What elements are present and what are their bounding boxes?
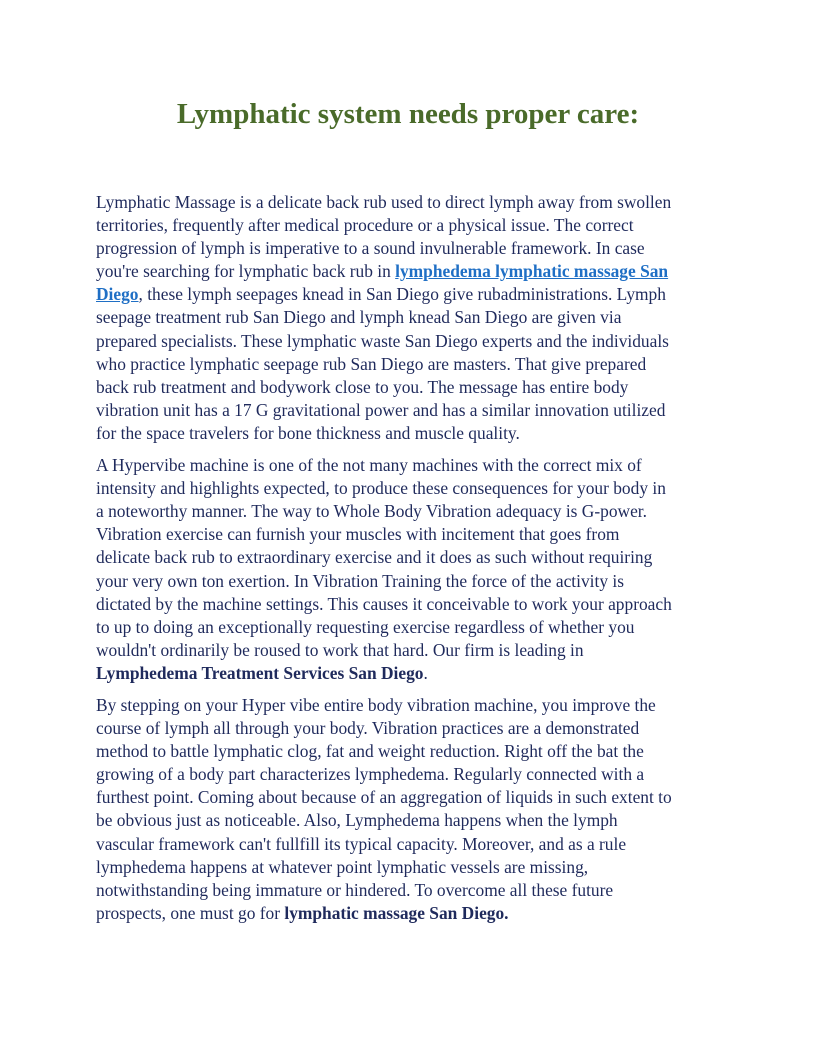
text-line: vascular framework can't fullfill its typical capacity. Moreover, and as a rule (96, 833, 627, 854)
document-body (96, 191, 720, 934)
text-line: course of lymph all through your body. Vibration practices are a demonstrated (96, 718, 640, 739)
text-line: intensity and highlights expected, to produce these consequences for your body in (96, 478, 666, 499)
page-title: Lymphatic system needs proper care: (176, 98, 640, 130)
text-line: Vibration exercise can furnish your muscles with incitement that goes from (96, 524, 620, 545)
text-line: Lymphedema Treatment Services San Diego. (96, 662, 428, 683)
text-line: lymphedema happens at whatever point lymphatic vessels are missing, (96, 856, 589, 877)
text-line: prepared specialists. These lymphatic waste San Diego experts and the individuals (96, 330, 669, 351)
text-line: be obvious just as noticeable. Also, Lymphedema happens when the lymph (96, 810, 618, 831)
lymphedema-massage-link-continued[interactable]: Diego (96, 284, 139, 305)
text-line: progression of lymph is imperative to a sound invulnerable framework. In case (96, 238, 645, 259)
text-line: vibration unit has a 17 G gravitational power and has a similar innovation utilized (96, 399, 666, 420)
text-line: you're searching for lymphatic back rub in lymphedema lymphatic massage San (96, 261, 669, 282)
text-line: Diego, these lymph seepages knead in San Diego give rubadministrations. Lymph (96, 284, 666, 305)
text-line: By stepping on your Hyper vibe entire body vibration machine, you improve the (96, 694, 656, 715)
paragraph-1 (96, 191, 720, 445)
lymphedema-massage-link[interactable]: lymphedema lymphatic massage San (395, 261, 669, 282)
text-line: notwithstanding being immature or hindered. To overcome all these future (96, 879, 614, 900)
text-line: your very own ton exertion. In Vibration Training the force of the activity is (96, 570, 624, 591)
text-line: furthest point. Coming about because of an aggregation of liquids in such extent to (96, 787, 672, 808)
text-line: back rub treatment and bodywork close to you. The message has entire body (96, 376, 629, 397)
paragraph-2 (96, 454, 720, 685)
text-line: Lymphatic Massage is a delicate back rub used to direct lymph away from swollen (96, 192, 672, 212)
text-line: A Hypervibe machine is one of the not many machines with the correct mix of (96, 455, 642, 476)
text-line: prospects, one must go for lymphatic massage San Diego. (96, 902, 509, 923)
text-line: who practice lymphatic seepage rub San Diego are masters. That give prepared (96, 353, 647, 374)
text-line: growing of a body part characterizes lymphedema. Regularly connected with a (96, 764, 645, 785)
text-line: territories, frequently after medical procedure or a physical issue. The correct (96, 215, 634, 236)
text-line: a noteworthy manner. The way to Whole Body Vibration adequacy is G-power. (96, 501, 647, 522)
lymphatic-massage-term: lymphatic massage San Diego. (284, 902, 509, 923)
text-line: wouldn't ordinarily be roused to work that hard. Our firm is leading in (96, 639, 584, 660)
lymphedema-treatment-services-term: Lymphedema Treatment Services San Diego (96, 662, 424, 683)
text-line: dictated by the machine settings. This causes it conceivable to work your approach (96, 593, 672, 614)
text-line: to up to doing an exceptionally requesting exercise regardless of whether you (96, 616, 635, 637)
text-line: for the space travelers for bone thickness and muscle quality. (96, 422, 520, 443)
text-line: seepage treatment rub San Diego and lymph knead San Diego are given via (96, 307, 622, 328)
text-line: method to battle lymphatic clog, fat and weight reduction. Right off the bat the (96, 741, 644, 762)
paragraph-3 (96, 694, 720, 925)
text-line: delicate back rub to extraordinary exercise and it does as such without requiring (96, 547, 653, 568)
